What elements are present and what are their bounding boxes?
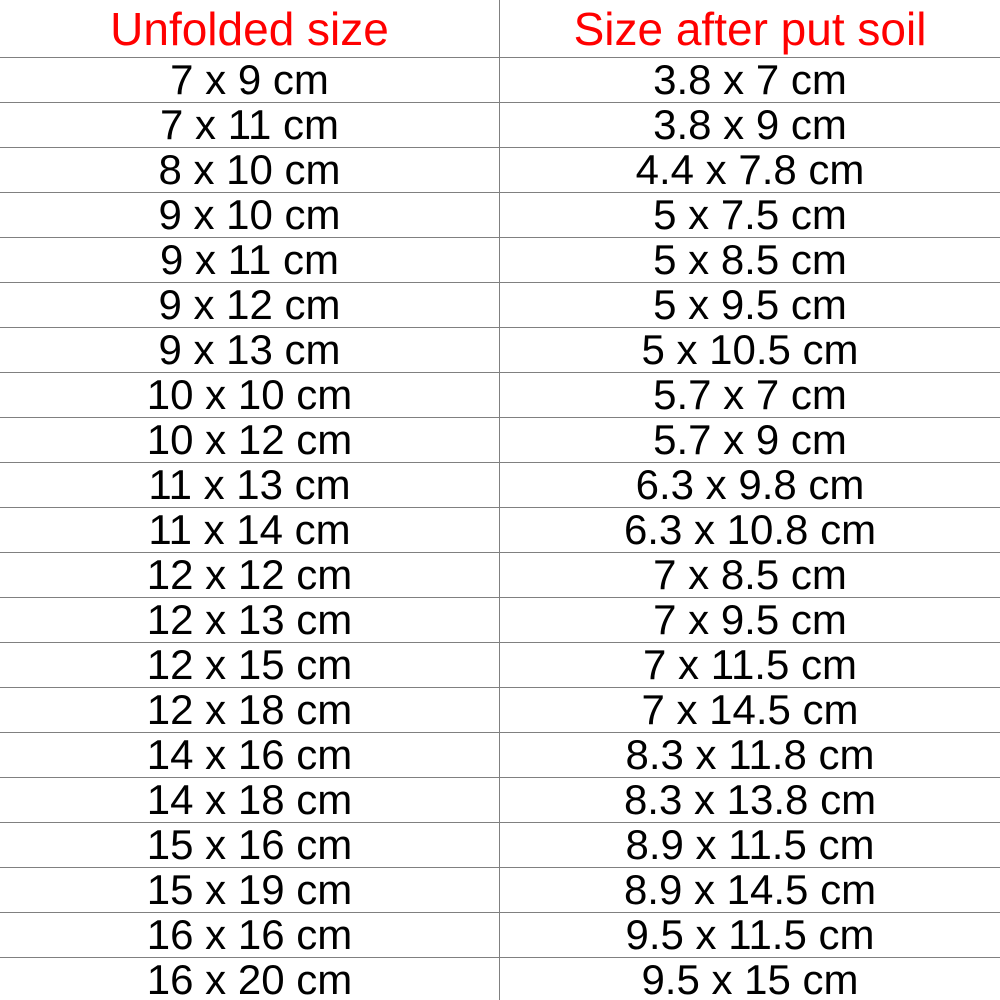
table-row	[0, 957, 1000, 1000]
table-row	[0, 597, 1000, 642]
unfolded-size-cell: 16 x 20 cm	[0, 958, 500, 1000]
unfolded-size-cell: 15 x 16 cm	[0, 823, 500, 867]
size-after-soil-cell: 7 x 8.5 cm	[653, 553, 847, 597]
table-row	[0, 372, 1000, 417]
table-header-row	[0, 0, 1000, 57]
size-after-soil-cell: 7 x 14.5 cm	[641, 688, 859, 732]
unfolded-size-cell: 9 x 10 cm	[0, 193, 500, 237]
table-body	[0, 57, 1000, 1000]
size-after-soil-cell: 6.3 x 9.8 cm	[635, 463, 865, 507]
table-row	[0, 147, 1000, 192]
size-after-soil-cell: 5.7 x 9 cm	[653, 418, 847, 462]
table-row	[0, 912, 1000, 957]
table-row	[0, 777, 1000, 822]
table-row	[0, 867, 1000, 912]
size-after-soil-cell: 3.8 x 7 cm	[653, 58, 847, 102]
unfolded-size-cell: 12 x 12 cm	[0, 553, 500, 597]
column-header-size-after-put-soil: Size after put soil	[573, 2, 927, 55]
table-row	[0, 642, 1000, 687]
unfolded-size-cell: 16 x 16 cm	[0, 913, 500, 957]
table-row	[0, 102, 1000, 147]
unfolded-size-cell: 10 x 10 cm	[0, 373, 500, 417]
unfolded-size-cell: 10 x 12 cm	[0, 418, 500, 462]
unfolded-size-cell: 12 x 18 cm	[0, 688, 500, 732]
size-after-soil-cell: 9.5 x 15 cm	[641, 958, 859, 1000]
size-after-soil-cell: 5.7 x 7 cm	[653, 373, 847, 417]
table-row	[0, 822, 1000, 867]
unfolded-size-cell: 12 x 15 cm	[0, 643, 500, 687]
table-row	[0, 327, 1000, 372]
size-after-soil-cell: 7 x 11.5 cm	[643, 643, 857, 687]
size-after-soil-cell: 3.8 x 9 cm	[653, 103, 847, 147]
size-after-soil-cell: 9.5 x 11.5 cm	[625, 913, 875, 957]
unfolded-size-cell: 11 x 13 cm	[0, 463, 500, 507]
unfolded-size-cell: 12 x 13 cm	[0, 598, 500, 642]
table-row	[0, 282, 1000, 327]
unfolded-size-cell: 14 x 18 cm	[0, 778, 500, 822]
unfolded-size-cell: 9 x 11 cm	[0, 238, 500, 282]
table-row	[0, 732, 1000, 777]
size-after-soil-cell: 6.3 x 10.8 cm	[623, 508, 877, 552]
table-row	[0, 687, 1000, 732]
size-after-soil-cell: 8.3 x 13.8 cm	[623, 778, 877, 822]
table-row	[0, 462, 1000, 507]
unfolded-size-cell: 9 x 12 cm	[0, 283, 500, 327]
size-after-soil-cell: 5 x 8.5 cm	[653, 238, 847, 282]
unfolded-size-cell: 11 x 14 cm	[0, 508, 500, 552]
size-after-soil-cell: 8.3 x 11.8 cm	[625, 733, 875, 777]
size-after-soil-cell: 8.9 x 11.5 cm	[625, 823, 875, 867]
size-after-soil-cell: 7 x 9.5 cm	[653, 598, 847, 642]
size-after-soil-cell: 4.4 x 7.8 cm	[635, 148, 865, 192]
unfolded-size-cell: 8 x 10 cm	[0, 148, 500, 192]
size-after-soil-cell: 5 x 10.5 cm	[641, 328, 859, 372]
size-after-soil-cell: 8.9 x 14.5 cm	[623, 868, 877, 912]
size-after-soil-cell: 5 x 9.5 cm	[653, 283, 847, 327]
table-row	[0, 507, 1000, 552]
table-row	[0, 237, 1000, 282]
unfolded-size-cell: 7 x 11 cm	[0, 103, 500, 147]
size-after-soil-cell: 5 x 7.5 cm	[653, 193, 847, 237]
column-header-unfolded-size: Unfolded size	[0, 0, 500, 57]
unfolded-size-cell: 14 x 16 cm	[0, 733, 500, 777]
table-row	[0, 417, 1000, 462]
unfolded-size-cell: 9 x 13 cm	[0, 328, 500, 372]
table-row	[0, 552, 1000, 597]
table-row	[0, 57, 1000, 102]
unfolded-size-cell: 7 x 9 cm	[0, 58, 500, 102]
unfolded-size-cell: 15 x 19 cm	[0, 868, 500, 912]
table-row	[0, 192, 1000, 237]
